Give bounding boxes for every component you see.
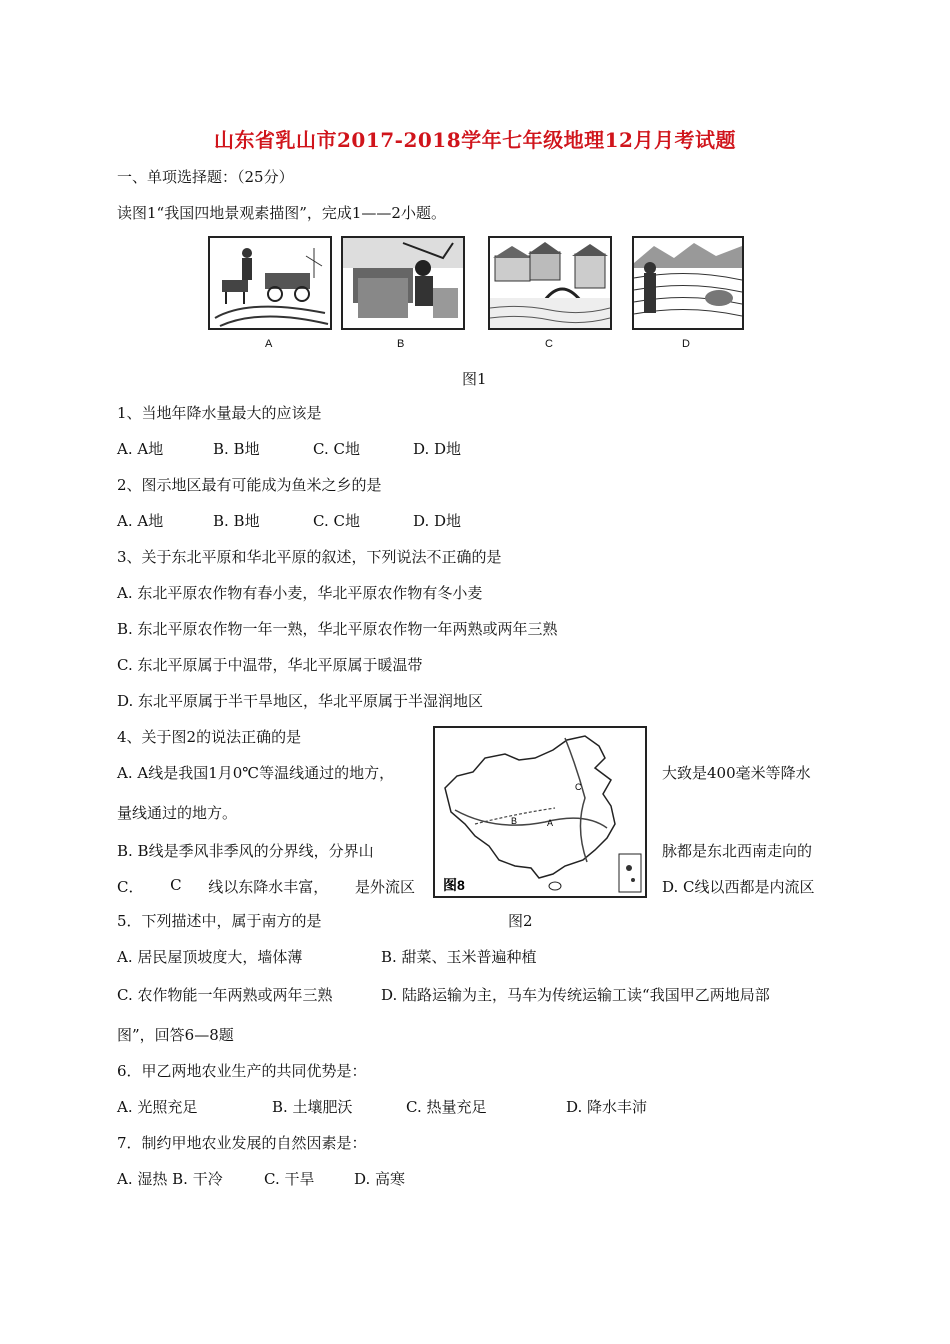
sketch-d-image: [632, 236, 744, 330]
q7-option-ab[interactable]: A. 湿热 B. 干冷: [117, 1170, 223, 1188]
q1-option-a[interactable]: A. A地: [117, 440, 164, 458]
q3-option-d[interactable]: D. 东北平原属于半干旱地区，华北平原属于半湿润地区: [117, 692, 484, 710]
q4-option-c-label: C．: [117, 878, 144, 896]
q7-option-d[interactable]: D. 高寒: [354, 1170, 406, 1188]
q4-option-a-cont: 量线通过的地方。: [117, 804, 238, 822]
q6-option-d[interactable]: D. 降水丰沛: [566, 1098, 648, 1116]
q5-option-c[interactable]: C. 农作物能一年两熟或两年三熟: [117, 986, 333, 1004]
figure1-caption: 图1: [462, 370, 487, 388]
q1-option-b[interactable]: B. B地: [213, 440, 260, 458]
q4-option-a-right: 大致是400毫米等降水: [662, 764, 811, 782]
q2-option-c[interactable]: C. C地: [313, 512, 360, 530]
q4-option-c-line: C: [170, 876, 182, 894]
page-title: 山东省乳山市2017-2018学年七年级地理12月月考试题: [214, 128, 736, 152]
q5-option-a[interactable]: A. 居民屋顶坡度大，墙体薄: [117, 948, 303, 966]
q4-option-c[interactable]: [117, 876, 415, 897]
q1-option-c[interactable]: C. C地: [313, 440, 360, 458]
sketch-c-image: [488, 236, 612, 330]
q5-option-b[interactable]: B. 甜菜、玉米普遍种植: [381, 948, 537, 966]
q2-option-b[interactable]: B. B地: [213, 512, 260, 530]
q2-stem: 2、图示地区最有可能成为鱼米之乡的是: [117, 476, 382, 494]
sketch-label-d: D: [682, 338, 690, 350]
q5-continuation: 图”，回答6—8题: [117, 1026, 234, 1044]
q4-option-b-left[interactable]: B. B线是季风非季风的分界线，分界山: [117, 842, 374, 860]
q5-option-d[interactable]: D. 陆路运输为主，马车为传统运输工读“我国甲乙两地局部: [381, 986, 770, 1004]
map-figure-label: 图8: [443, 877, 465, 893]
figure2-caption: 图2: [508, 912, 533, 930]
q6-option-c[interactable]: C. 热量充足: [406, 1098, 487, 1116]
q1-stem: 1、当地年降水量最大的应该是: [117, 404, 322, 422]
sketch-label-b: B: [397, 338, 405, 350]
q7-stem: 7．制约甲地农业发展的自然因素是：: [117, 1134, 367, 1152]
q4-option-c-tail: 是外流区: [354, 878, 415, 896]
q7-option-c[interactable]: C. 干旱: [264, 1170, 315, 1188]
map-line-a-label: A: [547, 818, 554, 828]
q4-option-c-text: 线以东降水丰富，: [208, 878, 329, 896]
q4-option-d[interactable]: D. C线以西都是内流区: [662, 878, 815, 896]
map-line-c-label: C: [575, 782, 582, 792]
q3-stem: 3、关于东北平原和华北平原的叙述，下列说法不正确的是: [117, 548, 502, 566]
sketch-label-a: A: [265, 338, 273, 350]
q4-option-a-left[interactable]: A. A线是我国1月0℃等温线通过的地方，: [117, 764, 395, 782]
q1-option-d[interactable]: D. D地: [413, 440, 462, 458]
q2-option-d[interactable]: D. D地: [413, 512, 462, 530]
q6-option-a[interactable]: A. 光照充足: [117, 1098, 198, 1116]
q5-stem: 5．下列描述中，属于南方的是: [117, 912, 322, 930]
section-heading: 一、单项选择题：（25分）: [117, 168, 294, 186]
intro-text: 读图1“我国四地景观素描图”，完成1——2小题。: [117, 204, 446, 222]
china-map-figure: [433, 726, 647, 898]
q6-stem: 6．甲乙两地农业生产的共同优势是：: [117, 1062, 367, 1080]
sketch-b-image: [341, 236, 465, 330]
sketch-label-c: C: [545, 338, 553, 350]
q3-option-c[interactable]: C. 东北平原属于中温带，华北平原属于暖温带: [117, 656, 423, 674]
map-line-b-label: B: [511, 816, 518, 826]
q3-option-a[interactable]: A. 东北平原农作物有春小麦，华北平原农作物有冬小麦: [117, 584, 483, 602]
sketch-a-image: [208, 236, 332, 330]
q3-option-b[interactable]: B. 东北平原农作物一年一熟，华北平原农作物一年两熟或两年三熟: [117, 620, 558, 638]
q6-option-b[interactable]: B. 土壤肥沃: [272, 1098, 353, 1116]
q4-option-b-right: 脉都是东北西南走向的: [662, 842, 813, 860]
q2-option-a[interactable]: A. A地: [117, 512, 164, 530]
q4-stem: 4、关于图2的说法正确的是: [117, 728, 302, 746]
